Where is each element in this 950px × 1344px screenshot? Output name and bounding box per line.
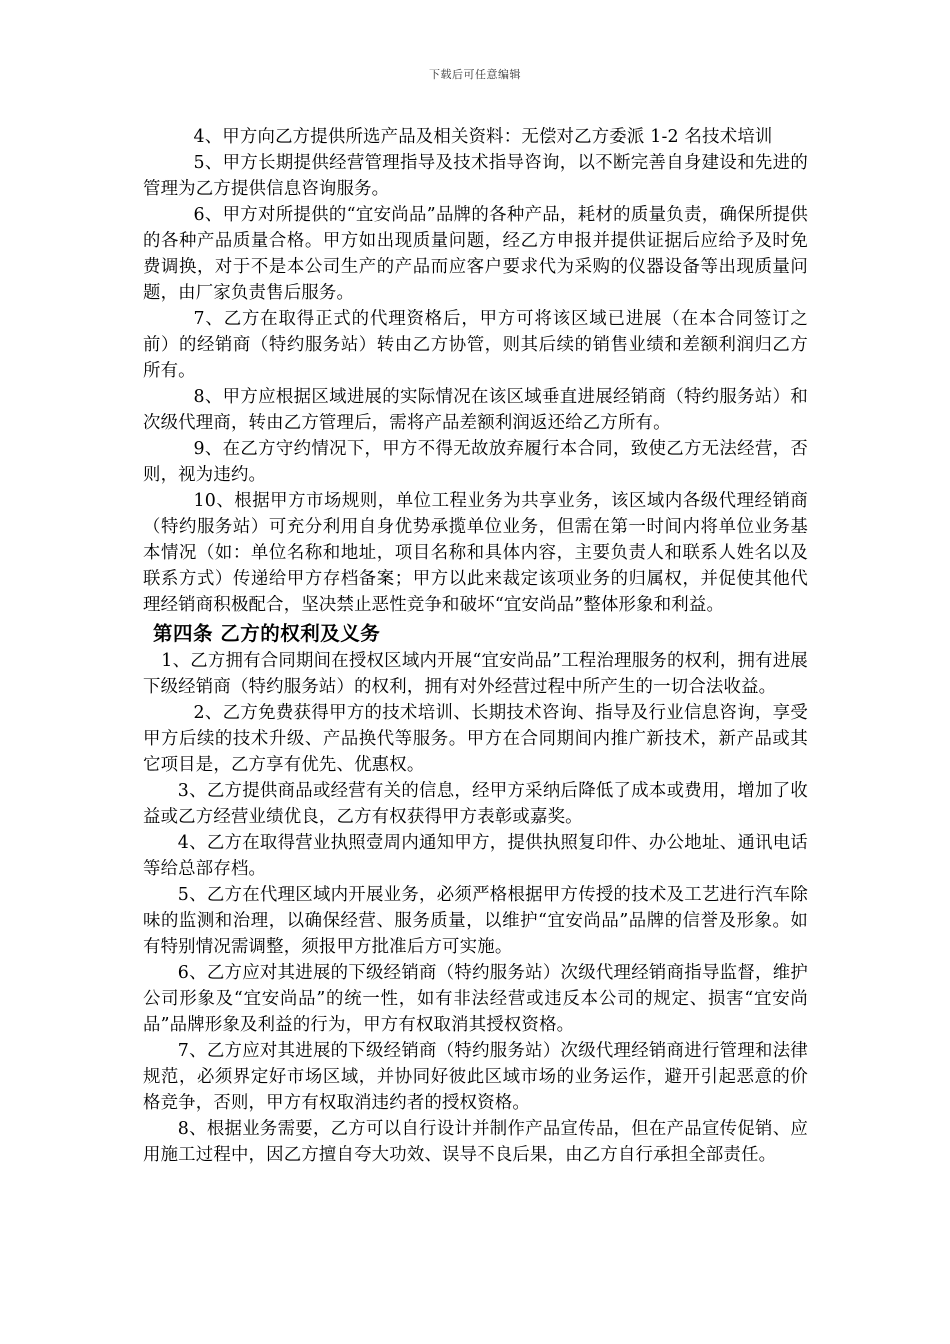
clause-4-item-6: 6、乙方应对其进展的下级经销商（特约服务站）次级代理经销商指导监督，维护公司形象及“宜安尚品”的统一性，如有非法经营或违反本公司的规定、损害“宜安尚品”品牌形象及利益的行为，甲方有权取消其授权资格。	[143, 963, 808, 1035]
clause-4-item-8: 8、根据业务需要，乙方可以自行设计并制作产品宣传品，但在产品宣传促销、应用施工过程中，因乙方擅自夸大功效、误导不良后果，由乙方自行承担全部责任。	[143, 1119, 808, 1165]
clause-4-item-4: 4、乙方在取得营业执照壹周内通知甲方，提供执照复印件、办公地址、通讯电话等给总部存档。	[143, 833, 808, 879]
section-4-heading: 第四条 乙方的权利及义务	[153, 622, 381, 645]
clause-3-item-5: 5、甲方长期提供经营管理指导及技术指导咨询，以不断完善自身建设和先进的管理为乙方提供信息咨询服务。	[143, 153, 808, 199]
clause-4-item-3: 3、乙方提供商品或经营有关的信息，经甲方采纳后降低了成本或费用，增加了收益或乙方经营业绩优良，乙方有权获得甲方表彰或嘉奖。	[143, 781, 808, 827]
clause-3-item-6: 6、甲方对所提供的“宜安尚品”品牌的各种产品，耗材的质量负责，确保所提供的各种产品质量合格。甲方如出现质量问题，经乙方申报并提供证据后应给予及时免费调换，对于不是本公司生产的产品而应客户要求代为采购的仪器设备等出现质量问题，由厂家负责售后服务。	[143, 205, 808, 303]
clause-4-item-7: 7、乙方应对其进展的下级经销商（特约服务站）次级代理经销商进行管理和法律规范，必须界定好市场区域，并协同好彼此区域市场的业务运作，避开引起恶意的价格竞争，否则，甲方有权取消违约者的授权资格。	[143, 1041, 808, 1113]
clause-3-item-7: 7、乙方在取得正式的代理资格后，甲方可将该区域已进展（在本合同签订之前）的经销商（特约服务站）转由乙方协管，则其后续的销售业绩和差额利润归乙方所有。	[143, 309, 808, 381]
clause-3-item-10: 10、根据甲方市场规则，单位工程业务为共享业务，该区域内各级代理经销商（特约服务站）可充分利用自身优势承揽单位业务，但需在第一时间内将单位业务基本情况（如：单位名称和地址，项目名称和具体内容，主要负责人和联系人姓名以及联系方式）传递给甲方存档备案；甲方以此来裁定该项业务的归属权，并促使其他代理经销商积极配合，坚决禁止恶性竞争和破坏“宜安尚品”整体形象和利益。	[143, 491, 808, 615]
clause-3-item-4: 4、甲方向乙方提供所选产品及相关资料：无偿对乙方委派 1-2 名技术培训	[193, 127, 773, 147]
clause-4-item-1: 1、乙方拥有合同期间在授权区域内开展“宜安尚品”工程治理服务的权利，拥有进展下级经销商（特约服务站）的权利，拥有对外经营过程中所产生的一切合法收益。	[143, 651, 808, 697]
clause-4-item-5: 5、乙方在代理区域内开展业务，必须严格根据甲方传授的技术及工艺进行汽车除味的监测和治理，以确保经营、服务质量，以维护“宜安尚品”品牌的信誉及形象。如有特别情况需调整，须报甲方批准后方可实施。	[143, 885, 808, 957]
clause-3-item-8: 8、甲方应根据区域进展的实际情况在该区域垂直进展经销商（特约服务站）和次级代理商，转由乙方管理后，需将产品差额利润返还给乙方所有。	[143, 387, 808, 433]
document-body	[143, 124, 808, 1168]
clause-4-item-2: 2、乙方免费获得甲方的技术培训、长期技术咨询、指导及行业信息咨询，享受甲方后续的技术升级、产品换代等服务。甲方在合同期间内推广新技术，新产品或其它项目是，乙方享有优先、优惠权。	[143, 703, 808, 775]
clause-3-item-9: 9、在乙方守约情况下，甲方不得无故放弃履行本合同，致使乙方无法经营，否则，视为违约。	[143, 439, 808, 485]
header-note: 下载后可任意编辑	[429, 68, 521, 81]
